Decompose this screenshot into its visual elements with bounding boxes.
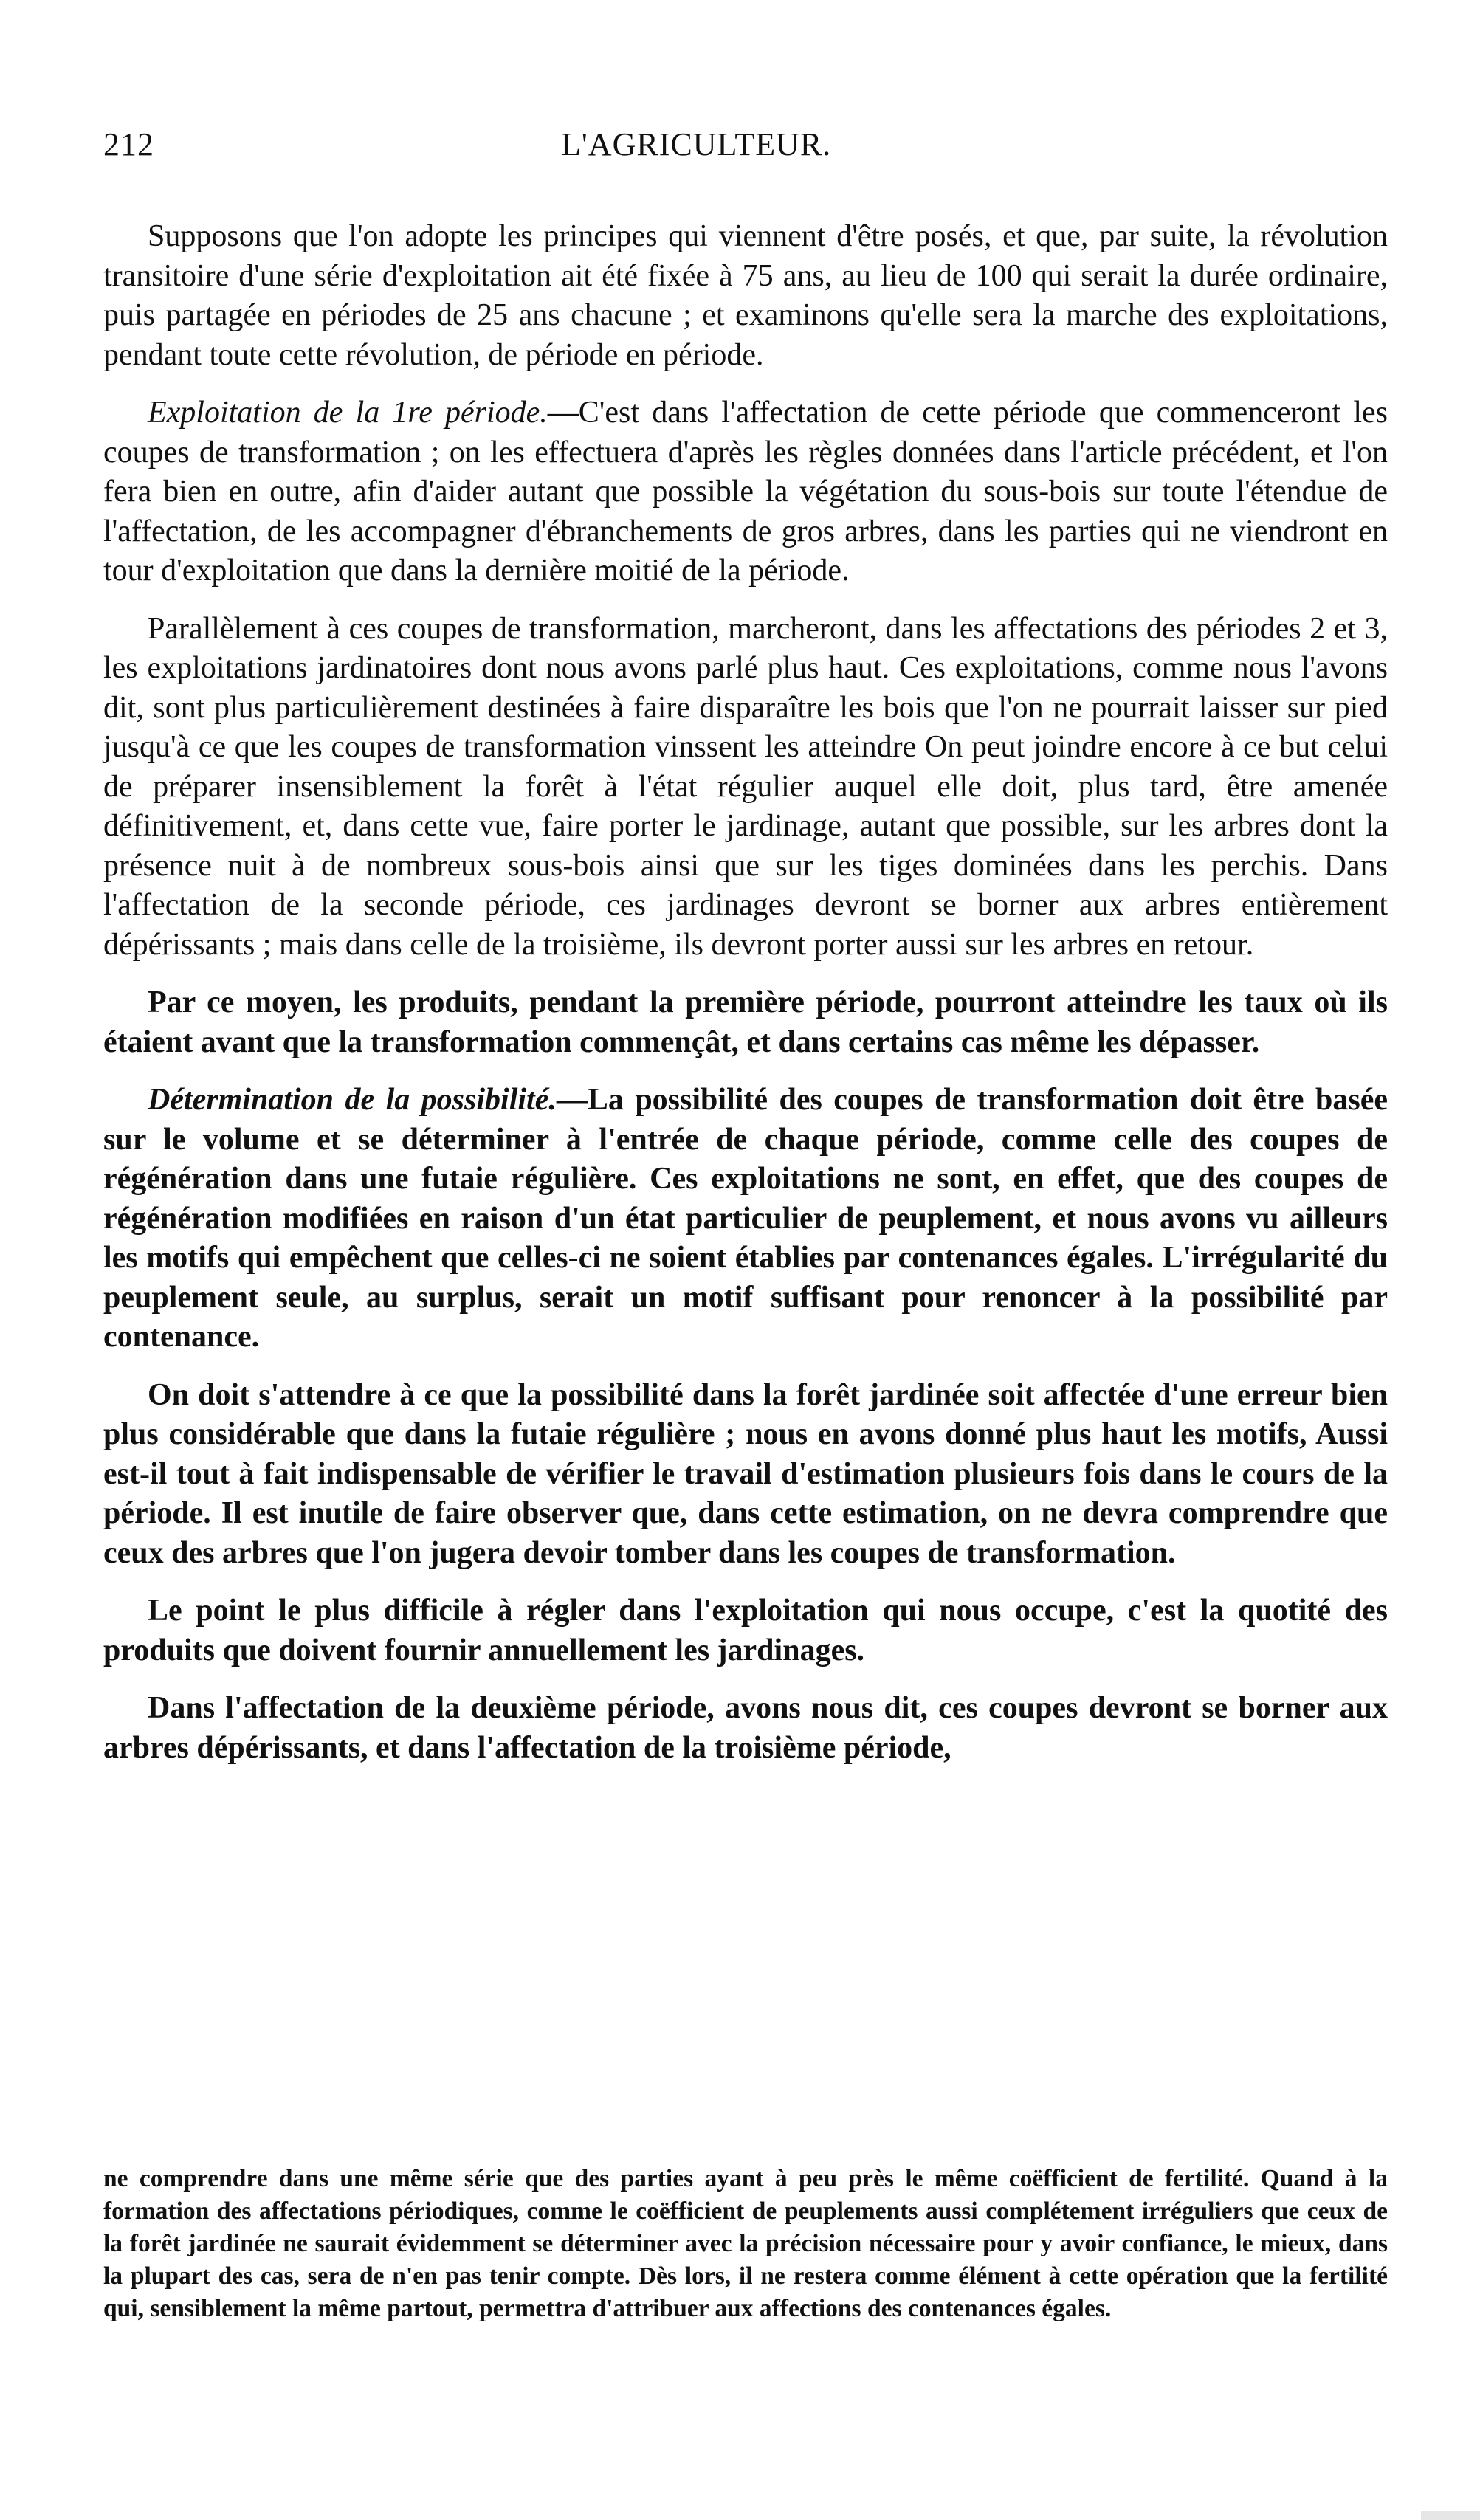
paragraph-6 (103, 1376, 1388, 1574)
paragraph-1 (103, 217, 1388, 375)
body-text (103, 217, 1388, 1768)
paragraph-text: —La possibilité des coupes de transformation doit être basée sur le volume et se déterminer à l'entrée de chaque période, comme celle des coupes de régénération dans une futaie régulière. Ces exploitations ne sont, en effet, que des coupes de régénération modifiées en raison d'un état particulier de peuplement, et nous avons vu ailleurs les motifs qui empêchent que celles-ci ne soient établies par contenances égales. L'irrégularité du peuplement seule, au surplus, serait un motif suffisant pour renoncer à la possibilité par contenance. (103, 1083, 1388, 1354)
paragraph-5 (103, 1081, 1388, 1357)
paragraph-text: On doit s'attendre à ce que la possibilité dans la forêt jardinée soit affectée d'une erreur bien plus considérable que dans la futaie régulière ; nous en avons donné plus haut les motifs, Aussi est-il tout à fait indispensable de vérifier le travail d'estimation plusieurs fois dans le cours de la période. Il est inutile de faire observer que, dans cette estimation, on ne devra comprendre que ceux des arbres que l'on jugera devoir tomber dans les coupes de transformation. (103, 1377, 1388, 1570)
paragraph-2 (103, 393, 1388, 591)
paragraph-7 (103, 1591, 1388, 1670)
paragraph-text: Dans l'affectation de la deuxième période, avons nous dit, ces coupes devront se borner aux arbres dépérissants, et dans l'affectation de la troisième période, (103, 1691, 1388, 1765)
paragraph-text: Supposons que l'on adopte les principes qui viennent d'être posés, et que, par suite, la révolution transitoire d'une série d'exploitation ait été fixée à 75 ans, au lieu de 100 qui serait la durée ordinaire, puis partagée en périodes de 25 ans chacune ; et examinons qu'elle sera la marche des exploitations, pendant toute cette révolution, de période en période. (103, 219, 1388, 372)
scan-edge-mark (1421, 2511, 1480, 2520)
paragraph-4 (103, 983, 1388, 1062)
paragraph-text: —C'est dans l'affectation de cette période que commenceront les coupes de transformation ; on les effectuera d'après les règles données dans l'article précédent, et l'on fera bien en outre, afin d'aider autant que possible la végétation du sous-bois sur toute l'étendue de l'affectation, de les accompagner d'ébranchements de gros arbres, dans les parties qui ne viendront en tour d'exploitation que dans la dernière moitié de la période. (103, 396, 1388, 588)
footnote (103, 2163, 1388, 2325)
journal-title: L'AGRICULTEUR. (561, 126, 832, 162)
section-lead: Détermination de la possibilité. (148, 1083, 557, 1117)
page-number: 212 (103, 126, 154, 162)
running-head (103, 125, 1388, 177)
paragraph-text: Le point le plus difficile à régler dans l'exploitation qui nous occupe, c'est la quotité des produits que doivent fournir annuellement les jardinages. (103, 1594, 1388, 1667)
paragraph-3 (103, 610, 1388, 965)
footnote-text: ne comprendre dans une même série que des parties ayant à peu près le même coëfficient de fertilité. Quand à la formation des affectations périodiques, comme le coëfficient de peuplements aussi complétement irréguliers que ceux de la forêt jardinée ne saurait évidemment se déterminer avec la précision nécessaire pour y avoir confiance, le mieux, dans la plupart des cas, sera de n'en pas tenir compte. Dès lors, il ne restera comme élément à cette opération que la fertilité qui, sensiblement la même partout, permettra d'attribuer aux affections des contenances égales. (103, 2165, 1388, 2322)
section-lead: Exploitation de la 1re période. (148, 396, 548, 430)
paragraph-text: Par ce moyen, les produits, pendant la première période, pourront atteindre les taux où ils étaient avant que la transformation commençât, et dans certains cas même les dépasser. (103, 985, 1388, 1059)
book-page (103, 125, 1388, 2473)
paragraph-text: Parallèlement à ces coupes de transformation, marcheront, dans les affectations des périodes 2 et 3, les exploitations jardinatoires dont nous avons parlé plus haut. Ces exploitations, comme nous l'avons dit, sont plus particulièrement destinées à faire disparaître les bois que l'on ne pourrait laisser sur pied jusqu'à ce que les coupes de transformation vinssent les atteindre On peut joindre encore à ce but celui de préparer insensiblement la forêt à l'état régulier auquel elle doit, plus tard, être amenée définitivement, et, dans cette vue, faire porter le jardinage, autant que possible, sur les arbres dont la présence nuit à de nombreux sous-bois ainsi que sur les tiges dominées dans les perchis. Dans l'affectation de la seconde période, ces jardinages devront se borner aux arbres entièrement dépérissants ; mais dans celle de la troisième, ils devront porter aussi sur les arbres en retour. (103, 611, 1388, 962)
paragraph-8 (103, 1689, 1388, 1768)
